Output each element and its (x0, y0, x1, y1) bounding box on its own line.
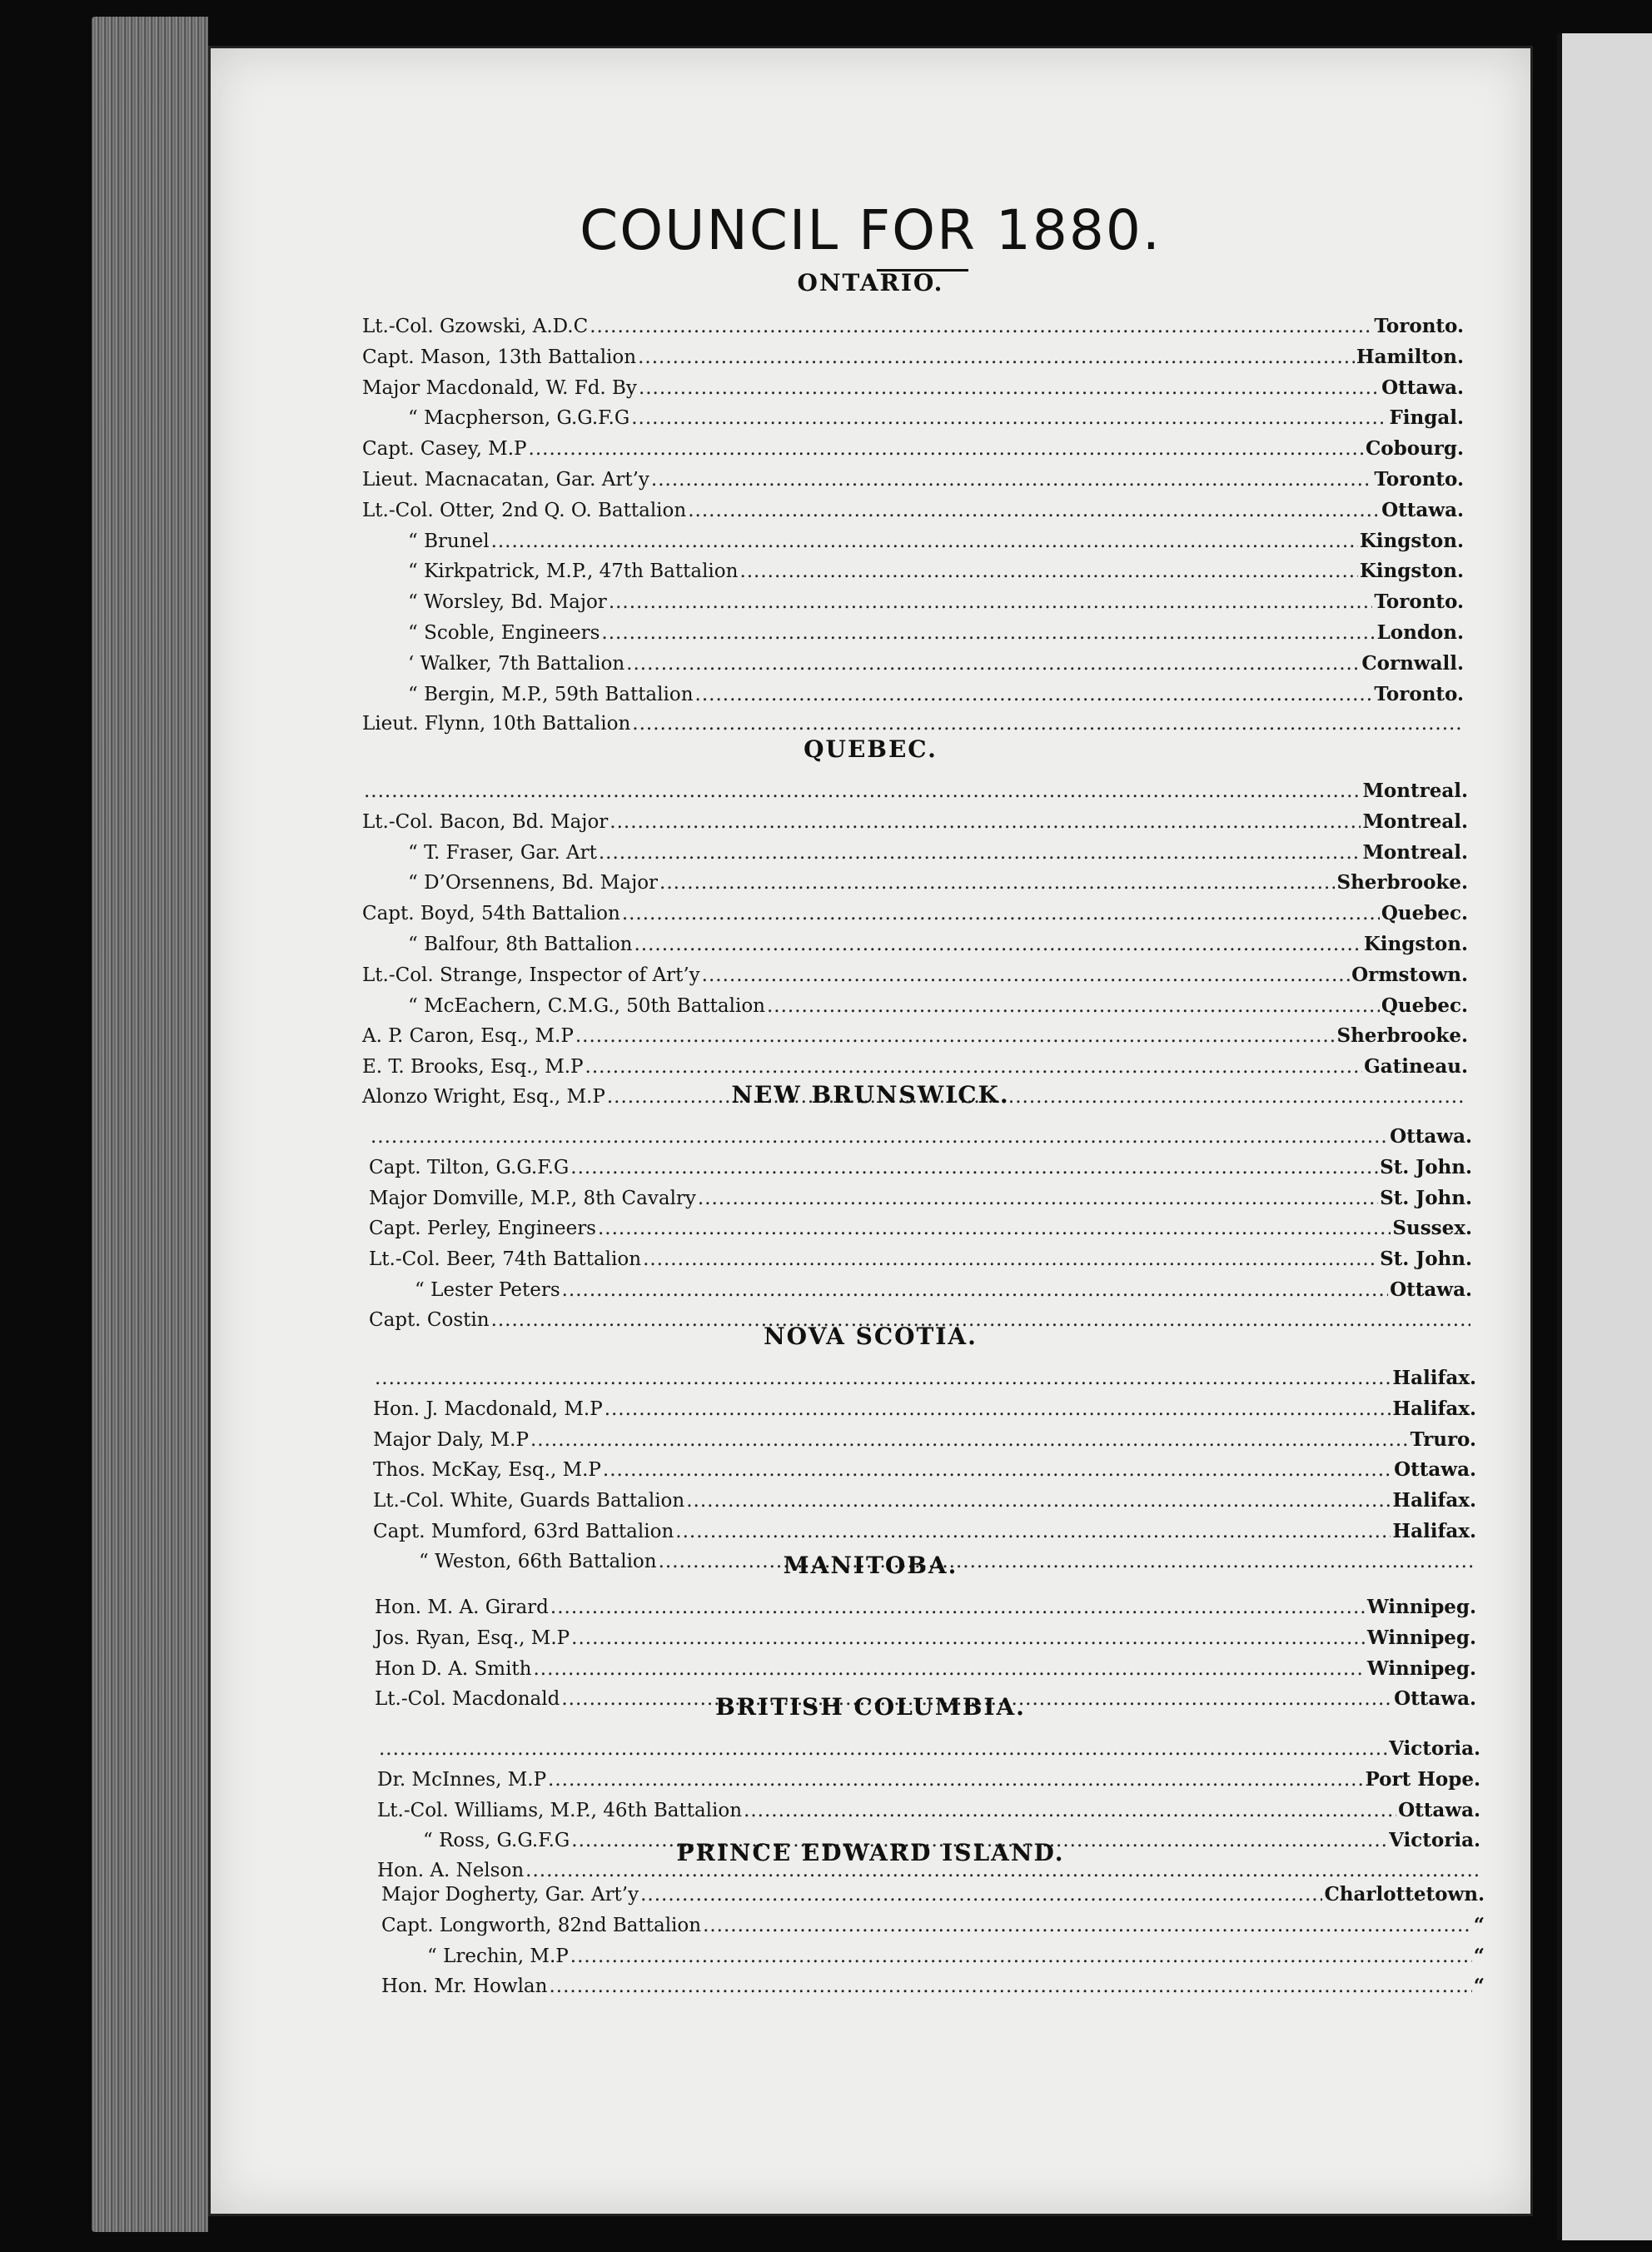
member-place: Kingston. (1363, 933, 1468, 955)
member-place: Gatineau. (1364, 1055, 1468, 1079)
section-heading: NEW BRUNSWICK. (731, 1081, 1010, 1109)
dot-leader (549, 1975, 1471, 1997)
book-page-edges (92, 17, 208, 2232)
member-place: Quebec. (1381, 902, 1468, 925)
member-name: “ Kirkpatrick, M.P., 47th Battalion (408, 561, 739, 583)
member-place: Kingston. (1359, 529, 1464, 552)
member-place: Sherbrooke. (1336, 871, 1468, 894)
council-entry (375, 1657, 1476, 1687)
member-place: Ottawa. (1381, 376, 1464, 399)
member-name: Lt.-Col. Gzowski, A.D.C (362, 316, 589, 337)
member-place: Hamilton. (1356, 345, 1464, 368)
member-name: Lt.-Col. White, Guards Battalion (373, 1490, 685, 1512)
dot-leader (603, 1459, 1392, 1481)
member-name: ‘ Walker, 7th Battalion (408, 652, 625, 675)
member-place: St. John. (1380, 1186, 1472, 1209)
member-place: Toronto. (1374, 468, 1464, 491)
council-entry (377, 1768, 1480, 1798)
member-name: Lt.-Col. Beer, 74th Battalion (369, 1248, 642, 1271)
dot-leader (491, 531, 1358, 552)
member-place: Winnipeg. (1366, 1596, 1476, 1618)
dot-leader (640, 1884, 1322, 1906)
council-entry (362, 315, 1464, 345)
council-entry (369, 1248, 1472, 1278)
member-name: Capt. Tilton, G.G.F.G (369, 1156, 570, 1178)
member-name: Hon. Mr. Howlan (381, 1975, 548, 1998)
council-entry (373, 1458, 1476, 1488)
council-entry (373, 1367, 1476, 1397)
dot-leader (638, 346, 1355, 368)
member-name: “ Bergin, M.P., 59th Battalion (408, 683, 694, 705)
member-name: Hon. A. Nelson (377, 1860, 525, 1882)
member-place: Sherbrooke. (1336, 1024, 1468, 1048)
member-name: Jos. Ryan, Esq., M.P (375, 1627, 570, 1649)
member-place: Ottawa. (1390, 1278, 1472, 1301)
member-name: “ Worsley, Bd. Major (408, 591, 607, 614)
council-entry (377, 1799, 1480, 1829)
council-entry (362, 468, 1464, 498)
dot-leader (575, 1025, 1336, 1047)
member-place: St. John. (1380, 1155, 1472, 1178)
member-name: “ Scoble, Engineers (408, 622, 600, 644)
dot-leader (695, 684, 1373, 705)
member-name: Major Daly, M.P (373, 1428, 529, 1451)
member-place: Montreal. (1362, 840, 1468, 864)
dot-leader (686, 1490, 1391, 1512)
dot-leader (585, 1056, 1363, 1078)
member-place: Winnipeg. (1366, 1657, 1476, 1680)
member-place: Kingston. (1359, 560, 1464, 583)
council-entry (369, 1125, 1472, 1155)
member-name: Alonzo Wright, Esq., M.P (362, 1086, 605, 1108)
section-heading: NOVA SCOTIA. (764, 1323, 978, 1350)
member-name: Major Macdonald, W. Fd. By (362, 376, 637, 399)
document-page (208, 46, 1533, 2216)
member-name: Thos. McKay, Esq., M.P (373, 1459, 601, 1482)
council-entry (408, 871, 1468, 901)
dot-leader (622, 903, 1380, 924)
dot-leader (605, 1398, 1391, 1420)
member-name: “ D’Orsennens, Bd. Major (408, 872, 659, 894)
member-name: Lieut. Macnacatan, Gar. Art’y (362, 469, 649, 491)
dot-leader (371, 1126, 1388, 1148)
member-place: Toronto. (1374, 590, 1464, 614)
member-place: Cornwall. (1361, 651, 1464, 675)
member-name: Capt. Mumford, 63rd Battalion (373, 1521, 674, 1542)
dot-leader (590, 316, 1372, 337)
member-place: “ (1473, 1975, 1485, 1998)
member-name: Capt. Costin (369, 1308, 490, 1331)
dot-leader (598, 1218, 1391, 1239)
member-name: “ T. Fraser, Gar. Art (408, 841, 597, 864)
dot-leader (703, 1915, 1472, 1936)
dot-leader (702, 964, 1350, 986)
dot-leader (375, 1368, 1391, 1389)
council-entry (408, 560, 1464, 590)
council-entry (408, 621, 1464, 651)
council-entry (362, 499, 1464, 529)
member-name: Lt.-Col. Bacon, Bd. Major (362, 810, 609, 833)
dot-leader (571, 1627, 1366, 1649)
dot-leader (548, 1769, 1363, 1791)
member-place: Toronto. (1374, 682, 1464, 705)
council-entry (408, 652, 1464, 682)
member-place: Ottawa. (1398, 1798, 1480, 1821)
member-name: “ Lester Peters (415, 1279, 560, 1301)
council-entry (362, 376, 1464, 406)
member-name: Lt.-Col. Williams, M.P., 46th Battalion (377, 1799, 743, 1821)
dot-leader (688, 500, 1380, 521)
adjacent-page (1557, 33, 1652, 2240)
member-name: Lt.-Col. Macdonald (375, 1688, 560, 1711)
member-place: Victoria. (1389, 1737, 1480, 1760)
dot-leader (601, 622, 1375, 644)
member-name: Capt. Perley, Engineers (369, 1218, 596, 1240)
dot-leader (632, 713, 1462, 735)
council-entry (408, 530, 1464, 560)
dot-leader (533, 1658, 1365, 1680)
council-entry (427, 1945, 1485, 1975)
council-entry (408, 841, 1468, 871)
dot-leader (631, 407, 1387, 429)
member-place: Halifax. (1392, 1397, 1476, 1420)
dot-leader (570, 1946, 1472, 1967)
member-name: Capt. Boyd, 54th Battalion (362, 903, 620, 925)
member-name: A. P. Caron, Esq., M.P (362, 1025, 574, 1048)
council-entry (362, 780, 1468, 810)
dot-leader (379, 1738, 1387, 1760)
dot-leader (530, 1429, 1409, 1451)
council-entry (408, 590, 1464, 620)
dot-leader (634, 934, 1362, 955)
member-name: “ Lrechin, M.P (427, 1945, 569, 1967)
dot-leader (570, 1157, 1378, 1178)
council-entry (362, 437, 1464, 467)
dot-leader (550, 1597, 1366, 1618)
member-place: “ (1473, 1944, 1485, 1967)
council-entry (362, 346, 1464, 376)
member-place: London. (1376, 621, 1464, 644)
dot-leader (610, 811, 1361, 833)
dot-leader (651, 469, 1373, 491)
council-entry (381, 1975, 1485, 2005)
member-place: Port Hope. (1365, 1767, 1480, 1791)
member-name: “ Brunel (408, 530, 490, 552)
dot-leader (626, 653, 1360, 675)
dot-leader (659, 872, 1335, 894)
dot-leader (609, 591, 1373, 613)
council-entry (408, 406, 1464, 436)
council-entry (362, 902, 1468, 932)
council-entry (369, 1187, 1472, 1217)
member-name: Lt.-Col. Strange, Inspector of Art’y (362, 964, 700, 986)
member-name: Major Domville, M.P., 8th Cavalry (369, 1187, 696, 1209)
member-name: Capt. Mason, 13th Battalion (362, 346, 637, 368)
section-heading: QUEBEC. (804, 735, 938, 763)
section-heading: MANITOBA. (783, 1552, 958, 1579)
member-name: Capt. Longworth, 82nd Battalion (381, 1914, 702, 1936)
dot-leader (739, 561, 1357, 582)
council-entry (362, 810, 1468, 840)
member-name: “ Ross, G.G.F.G (423, 1830, 570, 1852)
member-name: “ Balfour, 8th Battalion (408, 934, 633, 955)
dot-leader (599, 842, 1361, 864)
member-place: Halifax. (1392, 1489, 1476, 1512)
member-name: Hon. J. Macdonald, M.P (373, 1398, 603, 1420)
member-name: Hon D. A. Smith (375, 1657, 532, 1680)
dot-leader (675, 1521, 1391, 1542)
member-place: Winnipeg. (1366, 1626, 1476, 1649)
dot-leader (529, 438, 1364, 460)
member-place: St. John. (1380, 1248, 1472, 1271)
member-name: Major Dogherty, Gar. Art’y (381, 1884, 639, 1906)
member-place: Cobourg. (1366, 437, 1464, 461)
member-name: E. T. Brooks, Esq., M.P (362, 1056, 584, 1079)
dot-leader (767, 995, 1380, 1017)
council-entry (373, 1520, 1476, 1550)
dot-leader (643, 1248, 1378, 1270)
member-place: Ottawa. (1390, 1125, 1472, 1148)
council-entry (369, 1156, 1472, 1186)
council-entry (381, 1883, 1485, 1913)
council-entry (381, 1914, 1485, 1944)
member-place: Charlottetown. (1324, 1883, 1485, 1906)
member-name: “ McEachern, C.M.G., 50th Battalion (408, 994, 765, 1017)
member-place: Montreal. (1362, 780, 1468, 802)
section-heading: PRINCE EDWARD ISLAND. (676, 1839, 1065, 1866)
member-name: Lieut. Flynn, 10th Battalion (362, 713, 631, 735)
member-place: Victoria. (1389, 1829, 1480, 1852)
council-entry (377, 1737, 1480, 1767)
member-place: Ormstown. (1351, 963, 1468, 986)
council-entry (373, 1428, 1476, 1458)
council-entry (408, 933, 1468, 963)
dot-leader (364, 780, 1361, 802)
member-place: “ (1473, 1913, 1485, 1936)
council-entry (362, 1024, 1468, 1054)
member-name: Lt.-Col. Otter, 2nd Q. O. Battalion (362, 499, 687, 521)
member-place: Ottawa. (1394, 1458, 1476, 1482)
council-entry (375, 1627, 1476, 1657)
member-place: Ottawa. (1381, 498, 1464, 521)
member-name: “ Weston, 66th Battalion (419, 1550, 657, 1572)
dot-leader (639, 377, 1380, 399)
page-title: COUNCIL FOR 1880. (580, 198, 1162, 262)
member-place: Toronto. (1374, 315, 1464, 337)
member-place: Halifax. (1392, 1520, 1476, 1542)
section-heading: ONTARIO. (797, 269, 944, 296)
dot-leader (698, 1188, 1378, 1209)
member-name: Hon. M. A. Girard (375, 1597, 549, 1618)
council-entry (362, 964, 1468, 994)
council-entry (375, 1596, 1476, 1626)
council-entry (373, 1489, 1476, 1519)
member-place: Montreal. (1362, 810, 1468, 833)
member-name: Capt. Casey, M.P (362, 438, 527, 461)
council-entry (408, 994, 1468, 1024)
member-place: Halifax. (1392, 1367, 1476, 1389)
member-place: Fingal. (1389, 406, 1464, 430)
council-entry (373, 1398, 1476, 1427)
dot-leader (562, 1279, 1388, 1301)
member-name: Dr. McInnes, M.P (377, 1768, 547, 1791)
council-entry (369, 1217, 1472, 1247)
dot-leader (744, 1800, 1396, 1821)
member-place: Truro. (1410, 1427, 1476, 1451)
member-place: Quebec. (1381, 994, 1468, 1017)
member-name: “ Macpherson, G.G.F.G (408, 407, 630, 430)
section-heading: BRITISH COLUMBIA. (715, 1693, 1026, 1721)
council-entry (408, 683, 1464, 713)
member-place: Ottawa. (1394, 1687, 1476, 1711)
member-place: Sussex. (1392, 1217, 1472, 1240)
council-entry (415, 1278, 1472, 1308)
